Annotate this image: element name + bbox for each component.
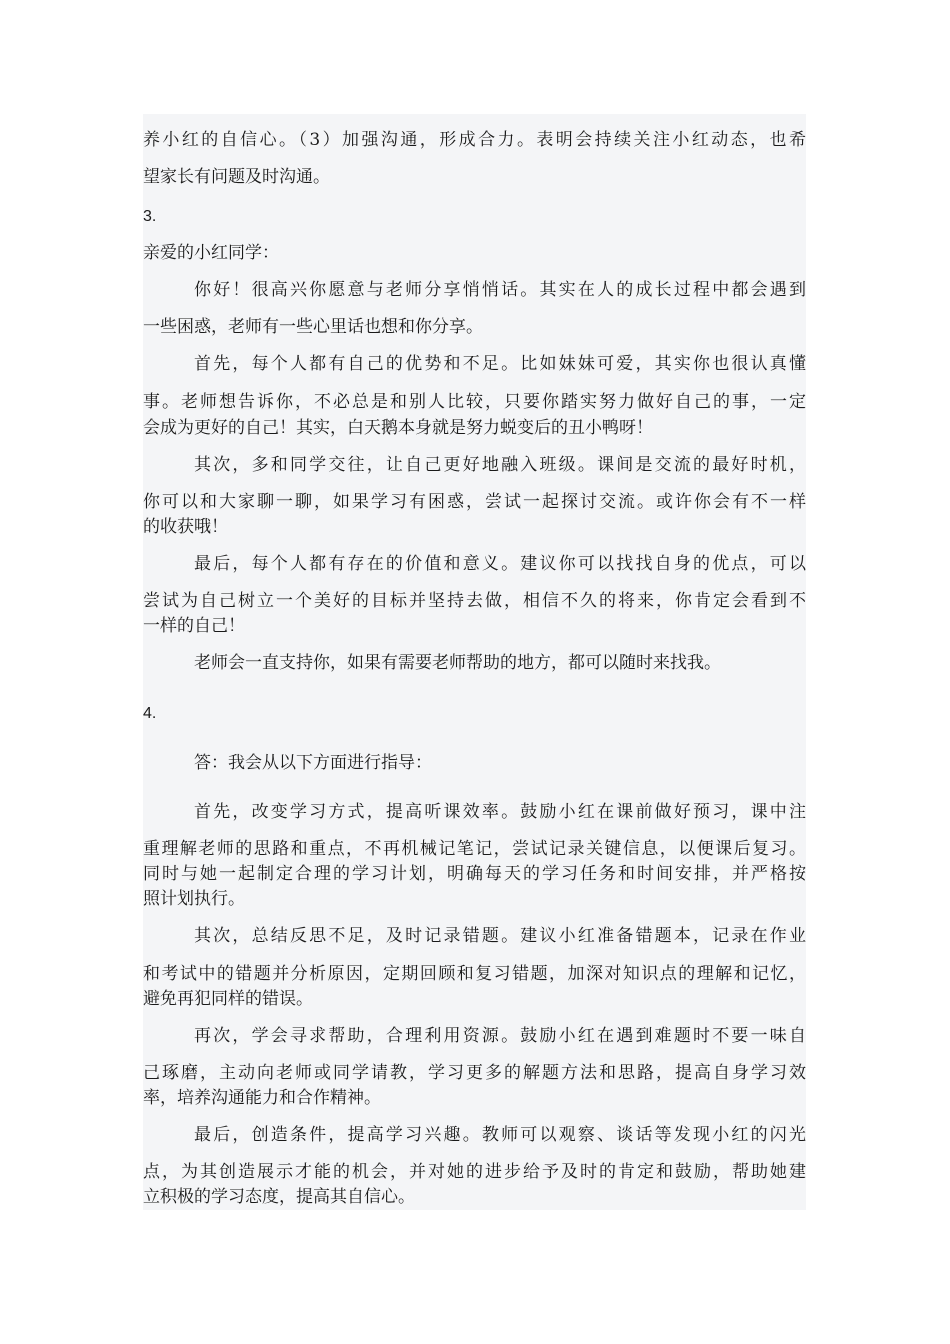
text-line: 尝试为自己树立一个美好的目标并坚持去做，相信不久的将来，你肯定会看到不 xyxy=(143,591,806,611)
text-line: 的收获哦！ xyxy=(143,517,228,537)
letter-salutation: 亲爱的小红同学： xyxy=(143,243,279,263)
text-line: 立积极的学习态度，提高其自信心。 xyxy=(143,1187,415,1207)
text-line: 再次，学会寻求帮助，合理利用资源。鼓励小红在遇到难题时不要一味自 xyxy=(194,1026,806,1046)
text-line: 一些困惑，老师有一些心里话也想和你分享。 xyxy=(143,317,483,337)
text-line: 其次，多和同学交往，让自己更好地融入班级。课间是交流的最好时机， xyxy=(194,455,806,475)
answer-intro: 答：我会从以下方面进行指导： xyxy=(194,753,432,773)
section-number-3: 3. xyxy=(143,208,157,225)
text-line: 老师会一直支持你，如果有需要老师帮助的地方，都可以随时来找我。 xyxy=(194,653,721,673)
text-line: 会成为更好的自己！其实，白天鹅本身就是努力蜕变后的丑小鸭呀！ xyxy=(143,418,653,438)
text-line: 避免再犯同样的错误。 xyxy=(143,989,313,1009)
text-line: 养小红的自信心。（3）加强沟通，形成合力。表明会持续关注小红动态，也希 xyxy=(143,130,806,150)
text-line: 己琢磨，主动向老师或同学请教，学习更多的解题方法和思路，提高自身学习效 xyxy=(143,1063,806,1083)
text-line: 其次，总结反思不足，及时记录错题。建议小红准备错题本，记录在作业 xyxy=(194,926,806,946)
text-line: 照计划执行。 xyxy=(143,889,245,909)
text-line: 和考试中的错题并分析原因，定期回顾和复习错题，加深对知识点的理解和记忆， xyxy=(143,964,806,984)
text-line: 首先，每个人都有自己的优势和不足。比如妹妹可爱，其实你也很认真懂 xyxy=(194,354,806,374)
text-line: 首先，改变学习方式，提高听课效率。鼓励小红在课前做好预习，课中注 xyxy=(194,802,806,822)
text-line: 你好！很高兴你愿意与老师分享悄悄话。其实在人的成长过程中都会遇到 xyxy=(194,280,806,300)
text-line: 最后，每个人都有存在的价值和意义。建议你可以找找自身的优点，可以 xyxy=(194,554,806,574)
text-line: 率，培养沟通能力和合作精神。 xyxy=(143,1088,381,1108)
text-line: 点，为其创造展示才能的机会，并对她的进步给予及时的肯定和鼓励，帮助她建 xyxy=(143,1162,806,1182)
text-line: 望家长有问题及时沟通。 xyxy=(143,167,330,187)
text-line: 事。老师想告诉你，不必总是和别人比较，只要你踏实努力做好自己的事，一定 xyxy=(143,392,806,412)
text-line: 你可以和大家聊一聊，如果学习有困惑，尝试一起探讨交流。或许你会有不一样 xyxy=(143,492,806,512)
document-content-block xyxy=(143,114,806,1210)
text-line: 同时与她一起制定合理的学习计划，明确每天的学习任务和时间安排，并严格按 xyxy=(143,864,806,884)
section-number-4: 4. xyxy=(143,705,157,722)
text-line: 一样的自己！ xyxy=(143,616,245,636)
text-line: 重理解老师的思路和重点，不再机械记笔记，尝试记录关键信息，以便课后复习。 xyxy=(143,839,806,859)
text-line: 最后，创造条件，提高学习兴趣。教师可以观察、谈话等发现小红的闪光 xyxy=(194,1125,806,1145)
